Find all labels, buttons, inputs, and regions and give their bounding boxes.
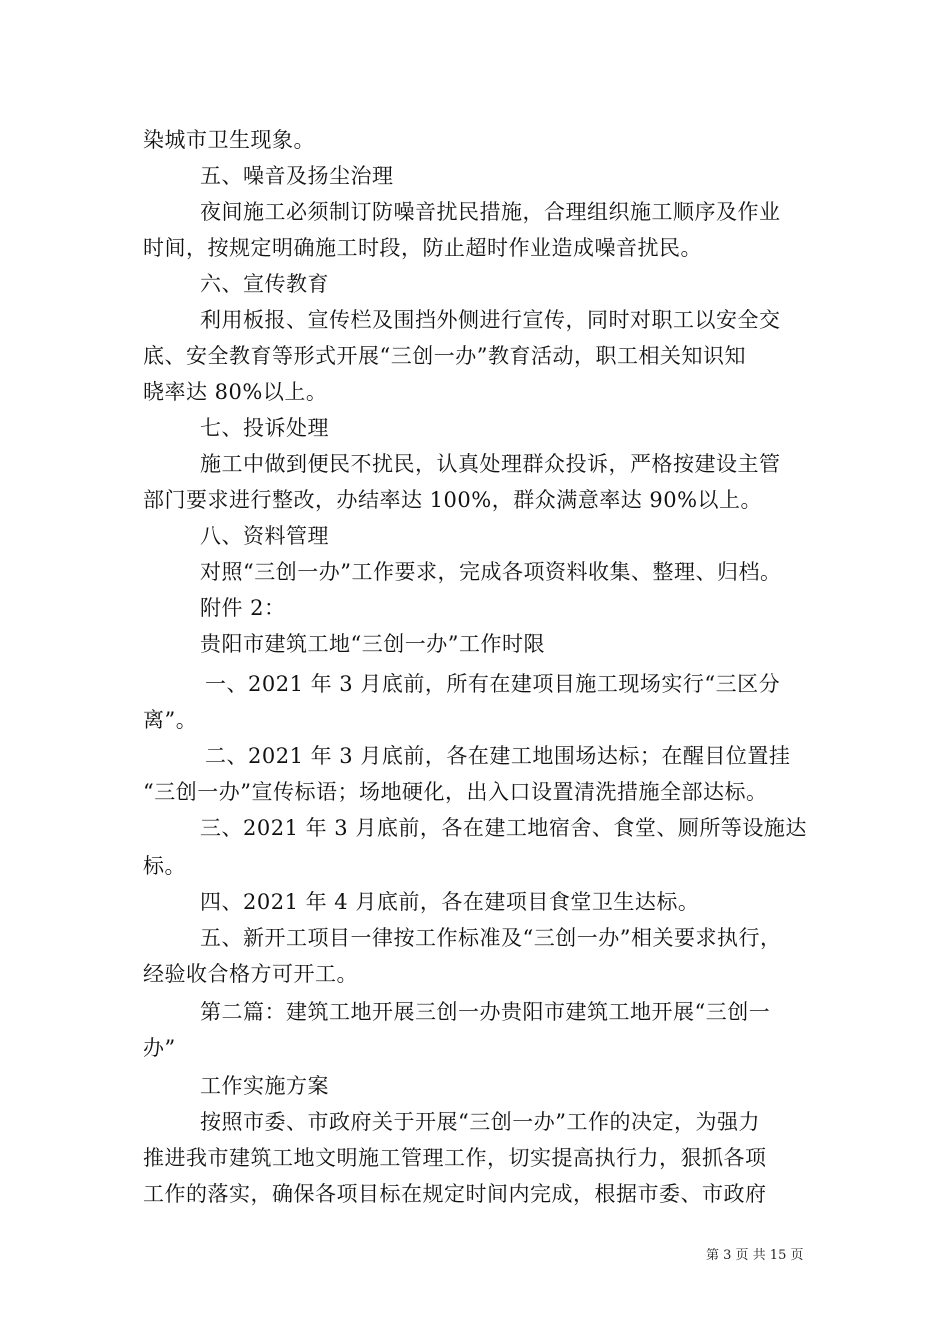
text-line: 经验收合格方可开工。 <box>143 962 358 986</box>
attachment-title: 贵阳市建筑工地“三创一办”工作时限 <box>200 632 545 656</box>
page-number: 第 3 页 共 15 页 <box>706 1248 804 1263</box>
text-line: 二、2021 年 3 月底前，各在建工地围场达标；在醒目位置挂 <box>205 744 791 768</box>
section-heading: 七、投诉处理 <box>200 416 329 440</box>
text-line: 推进我市建筑工地文明施工管理工作，切实提高执行力，狠抓各项 <box>143 1146 767 1170</box>
text-line: 晓率达 80%以上。 <box>143 380 328 404</box>
text-line: 利用板报、宣传栏及围挡外侧进行宣传，同时对职工以安全交 <box>200 308 781 332</box>
text-line: 施工中做到便民不扰民，认真处理群众投诉，严格按建设主管 <box>200 452 781 476</box>
text-line: 夜间施工必须制订防噪音扰民措施，合理组织施工顺序及作业 <box>200 200 781 224</box>
chapter-heading: 第二篇：建筑工地开展三创一办贵阳市建筑工地开展“三创一 <box>200 1000 771 1024</box>
text-line: 办” <box>143 1036 176 1060</box>
section-heading: 八、资料管理 <box>200 524 329 548</box>
text-line: 按照市委、市政府关于开展“三创一办”工作的决定，为强力 <box>200 1110 760 1134</box>
text-line: 工作的落实，确保各项目标在规定时间内完成，根据市委、市政府 <box>143 1182 767 1206</box>
text-line: 染城市卫生现象。 <box>143 128 315 152</box>
text-line: 一、2021 年 3 月底前，所有在建项目施工现场实行“三区分 <box>205 672 781 696</box>
text-line: 底、安全教育等形式开展“三创一办”教育活动，职工相关知识知 <box>143 344 746 368</box>
text-line: 时间，按规定明确施工时段，防止超时作业造成噪音扰民。 <box>143 236 702 260</box>
attachment-label: 附件 2： <box>200 596 286 620</box>
text-line: 五、新开工项目一律按工作标准及“三创一办”相关要求执行， <box>200 926 782 950</box>
text-line: 工作实施方案 <box>200 1074 329 1098</box>
text-line: 部门要求进行整改，办结率达 100%，群众满意率达 90%以上。 <box>143 488 763 512</box>
section-heading: 五、噪音及扬尘治理 <box>200 164 394 188</box>
text-line: 离”。 <box>143 708 198 732</box>
text-line: 四、2021 年 4 月底前，各在建项目食堂卫生达标。 <box>200 890 700 914</box>
text-line: “三创一办”宣传标语；场地硬化，出入口设置清洗措施全部达标。 <box>143 780 768 804</box>
text-line: 对照“三创一办”工作要求，完成各项资料收集、整理、归档。 <box>200 560 782 584</box>
section-heading: 六、宣传教育 <box>200 272 329 296</box>
text-line: 标。 <box>143 854 186 878</box>
text-line: 三、2021 年 3 月底前，各在建工地宿舍、食堂、厕所等设施达 <box>200 816 807 840</box>
